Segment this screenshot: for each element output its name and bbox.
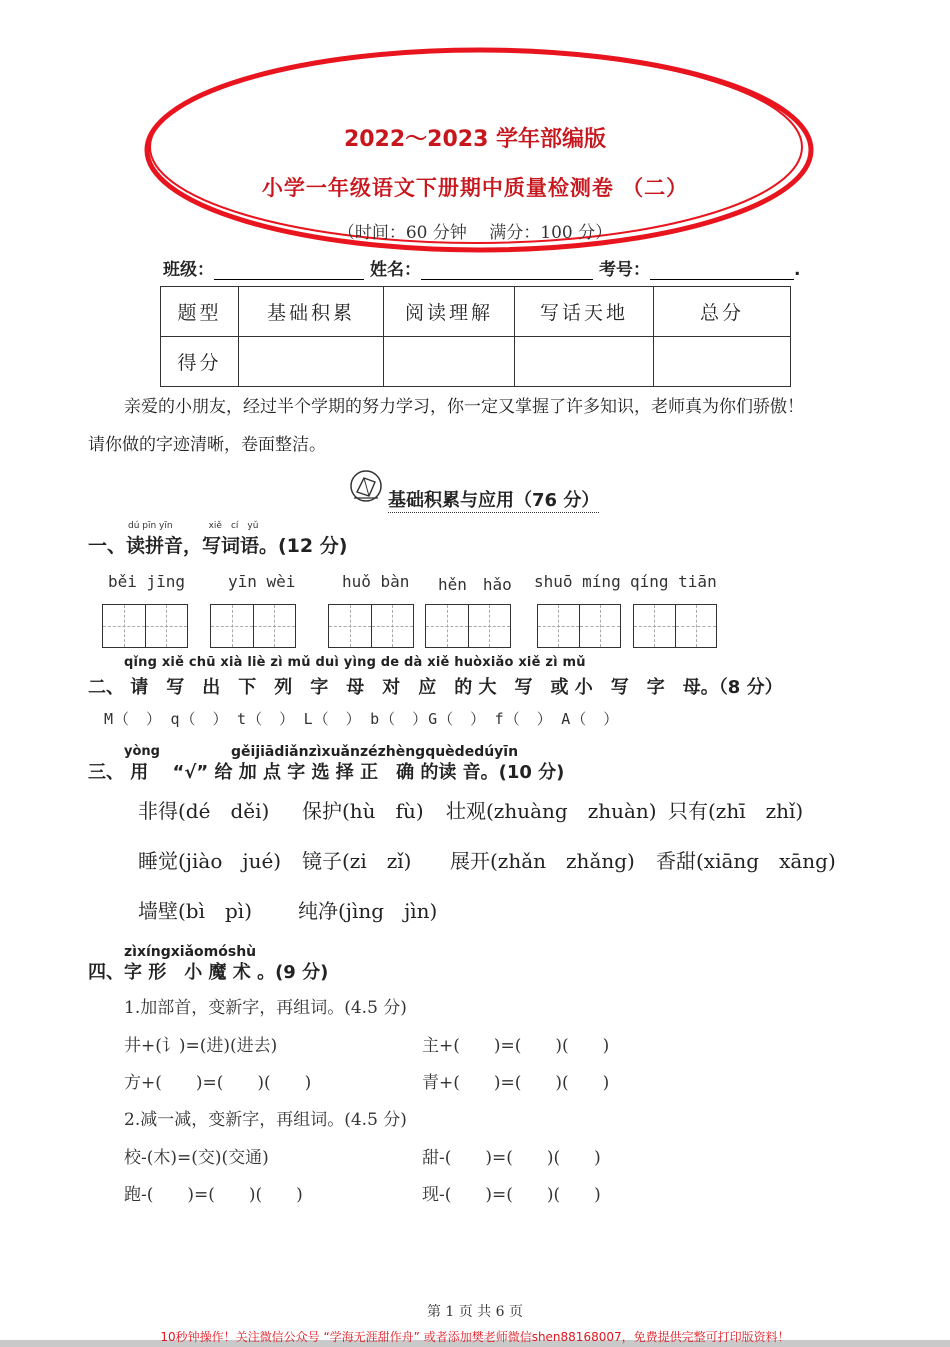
q3-item[interactable]: 墙壁(bì pì) [138,899,253,923]
score-header-cell: 写话天地 [515,287,654,337]
class-field[interactable] [214,262,364,280]
score-cell[interactable] [654,337,791,387]
part-title: 基础积累与应用（76 分） [388,486,599,513]
q3-item[interactable]: 只有(zhī zhǐ) [668,799,804,823]
q3-item[interactable]: 非得(dé děi) [138,799,270,823]
score-header-cell: 阅读理解 [384,287,515,337]
intro-line-2: 请你做的字迹清晰，卷面整洁。 [88,435,326,455]
q3-pinyin-hint-1: yòng [124,744,160,759]
q4-sub1-title: 1.加部首，变新字，再组词。(4.5 分) [124,998,407,1018]
footer-note: 10秒钟操作！关注微信公众号 “学海无涯甜作舟” 或者添加樊老师微信shen88168007，免费提供完整可打印版资料！ [160,1330,790,1344]
q2-letters: M（ ） q（ ） t（ ） L（ ） b（ ）G（ ） f（ ） A（ ） [104,710,620,728]
q4-sub2-item: 校-(木)=(交)(交通) [124,1148,269,1168]
score-cell[interactable] [515,337,654,387]
writing-grid[interactable] [328,604,414,648]
q1-pinyin-item: qíng tiān [630,572,717,591]
q3-item[interactable]: 纯净(jìng jìn) [298,899,438,923]
q4-sub1-item[interactable]: 方+( )=( )( ) [124,1073,312,1093]
q3-item[interactable]: 保护(hù fù) [302,799,424,823]
score-header-cell: 总分 [654,287,791,337]
writing-grid[interactable] [102,604,188,648]
score-table-score-row [161,337,791,387]
q4-sub2-item[interactable]: 甜-( )=( )( ) [422,1148,601,1168]
exam-title: 小学一年级语文下册期中质量检测卷 （二） [261,176,689,200]
q4-sub1-item[interactable]: 主+( )=( )( ) [422,1036,610,1056]
q1-title: 一、读拼音，写词语。(12 分) [88,535,348,557]
q4-sub1-item[interactable]: 青+( )=( )( ) [422,1073,610,1093]
q4-sub2-item[interactable]: 现-( )=( )( ) [422,1185,601,1205]
q4-sub2-item[interactable]: 跑-( )=( )( ) [124,1185,303,1205]
q4-title: 四、字 形 小 魔 术 。(9 分) [88,962,329,983]
q1-pinyin-item: běi jīng [108,572,186,591]
q1-pinyin-hint: dú pīn yīn xiě cí yǔ [128,521,259,531]
q1-pinyin-item: yīn wèi [228,572,296,591]
q2-title: 二、 请 写 出 下 列 字 母 对 应 的 大 写 或 小 写 字 母。（8 分） [88,677,783,698]
score-row-label: 得分 [161,337,239,387]
score-table [160,286,791,387]
score-header-cell: 题型 [161,287,239,337]
book-icon [348,468,386,504]
score-table-header-row [161,287,791,337]
q4-sub2-title: 2.减一减，变新字，再组词。(4.5 分) [124,1110,407,1130]
writing-grid[interactable] [210,604,296,648]
q3-pinyin-hint-2: gěijiādiǎnzìxuǎnzézhèngquèdedúyīn [231,744,519,760]
q1-pinyin-item: huǒ bàn [342,572,410,591]
q4-pinyin-hint: zìxíngxiǎomóshù [124,944,257,960]
q3-item[interactable]: 展开(zhǎn zhǎng) [450,849,635,873]
score-cell[interactable] [239,337,384,387]
name-label: 姓名： [370,260,421,280]
info-line: 班级： 姓名： 考号： . [163,260,801,280]
writing-grid[interactable] [425,604,511,648]
number-field[interactable] [650,262,794,280]
exam-title-year: 2022～2023 学年部编版 [343,127,607,152]
writing-grid[interactable] [537,604,621,648]
q1-pinyin-item: shuō míng [534,572,621,591]
page-number: 第 1 页 共 6 页 [426,1304,524,1320]
q3-item[interactable]: 香甜(xiāng xāng) [656,849,836,873]
q3-title: 三、 用 “√” 给 加 点 字 选 择 正 确 的读 音。(10 分) [88,762,565,783]
class-label: 班级： [163,260,214,280]
q3-item[interactable]: 壮观(zhuàng zhuàn) [446,799,657,823]
q3-item[interactable]: 睡觉(jiào jué) [138,849,282,873]
q2-pinyin-hint: qǐng xiě chū xià liè zì mǔ duì yìng de dà xiě huòxiǎo xiě zì mǔ [124,655,586,670]
name-field[interactable] [421,262,593,280]
writing-grid[interactable] [633,604,717,648]
exam-time-info: （时间：60 分钟 满分：100 分） [337,223,613,243]
q3-item[interactable]: 镜子(zi zǐ) [302,849,412,873]
intro-line-1: 亲爱的小朋友，经过半个学期的努力学习，你一定又掌握了许多知识，老师真为你们骄傲！ [124,397,804,417]
score-cell[interactable] [384,337,515,387]
q4-sub1-item: 井+(讠)=(进)(进去) [124,1036,278,1056]
q1-pinyin-item: hěn hǎo [438,575,512,594]
number-label: 考号： [599,260,650,280]
score-header-cell: 基础积累 [239,287,384,337]
